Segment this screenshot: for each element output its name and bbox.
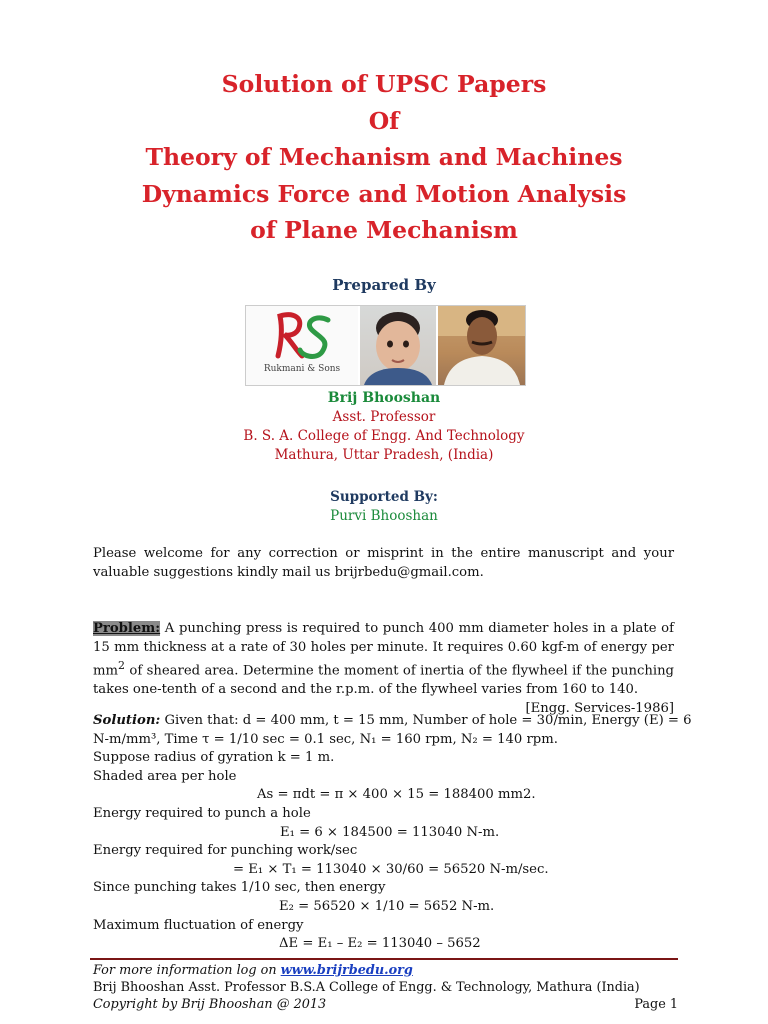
title-line: Dynamics Force and Motion Analysis bbox=[141, 179, 627, 208]
solution-equation: As = πdt = π × 400 × 15 = 188400 mm2. bbox=[257, 787, 536, 803]
author-college: B. S. A. College of Engg. And Technology bbox=[243, 428, 525, 444]
photo-strip bbox=[245, 305, 526, 386]
solution-line: Given that: d = 400 mm, t = 15 mm, Number of hole = 30/min, Energy (E) = 6 bbox=[160, 713, 692, 728]
rs-logo-icon bbox=[268, 310, 338, 362]
problem-label: Problem: bbox=[93, 621, 161, 636]
rukmani-sons-logo bbox=[246, 306, 358, 385]
footer-website-link[interactable]: www.brijrbedu.org bbox=[280, 963, 413, 978]
footer-divider bbox=[90, 958, 678, 960]
author-designation: Asst. Professor bbox=[332, 409, 436, 425]
page-number: Page 1 bbox=[634, 997, 678, 1012]
solution-block bbox=[93, 712, 692, 954]
problem-statement bbox=[93, 620, 674, 718]
man-portrait-icon bbox=[438, 306, 525, 385]
footer-copyright: Copyright by Brij Bhooshan @ 2013 bbox=[93, 997, 327, 1012]
logo-caption: Rukmani & Sons bbox=[263, 364, 341, 374]
title-line: Of bbox=[368, 106, 400, 135]
footer-more-info: For more information log on bbox=[93, 963, 281, 978]
solution-line: N-m/mm³, Time τ = 1/10 sec = 0.1 sec, N₁ = 160 rpm, N₂ = 140 rpm. bbox=[93, 731, 558, 747]
solution-line: Since punching takes 1/10 sec, then energy bbox=[93, 880, 386, 896]
problem-text: A punching press is required to punch 400 mm diameter holes in a plate of 15 mm thickness at a rate of 30 holes per minute. It requires 0.60 kgf-m of energy per mm bbox=[93, 621, 674, 679]
supported-label: Supported By: bbox=[330, 489, 438, 505]
welcome-paragraph: Please welcome for any correction or misprint in the entire manuscript and your valuable suggestions kindly mail us brijrbedu@gmail.com. bbox=[93, 546, 674, 580]
title-line: Theory of Mechanism and Machines bbox=[145, 143, 623, 171]
solution-equation: = E₁ × T₁ = 113040 × 30/60 = 56520 N-m/sec. bbox=[233, 861, 549, 877]
problem-sup: 2 bbox=[118, 659, 126, 673]
author-location: Mathura, Uttar Pradesh, (India) bbox=[274, 447, 494, 463]
problem-source: [Engg. Services-1986] bbox=[525, 700, 674, 716]
title-line: of Plane Mechanism bbox=[250, 216, 518, 244]
prepared-by-heading: Prepared By bbox=[332, 276, 436, 294]
solution-line: Energy required for punching work/sec bbox=[93, 843, 358, 859]
author-block bbox=[0, 389, 768, 465]
supported-block bbox=[0, 488, 768, 526]
footer-address: Brij Bhooshan Asst. Professor B.S.A College of Engg. & Technology, Mathura (India) bbox=[93, 980, 640, 995]
child-portrait-icon bbox=[360, 306, 436, 385]
solution-equation: E₁ = 6 × 184500 = 113040 N-m. bbox=[280, 824, 500, 840]
solution-equation: ΔE = E₁ – E₂ = 113040 – 5652 bbox=[279, 936, 481, 952]
solution-label: Solution: bbox=[93, 713, 161, 728]
author-name: Brij Bhooshan bbox=[327, 390, 441, 406]
solution-equation: E₂ = 56520 × 1/10 = 5652 N-m. bbox=[279, 898, 495, 914]
solution-line: Shaded area per hole bbox=[93, 768, 237, 784]
supporter-name: Purvi Bhooshan bbox=[330, 508, 438, 524]
document-title bbox=[0, 66, 768, 249]
solution-line: Energy required to punch a hole bbox=[93, 805, 311, 821]
problem-text-2: of sheared area. Determine the moment of inertia of the flywheel if the punching takes one-tenth of a second and the r.p.m. of the flywheel varies from 160 to 140. bbox=[93, 663, 674, 698]
author-photo bbox=[438, 306, 525, 385]
page-footer bbox=[93, 962, 678, 1013]
solution-line: Suppose radius of gyration k = 1 m. bbox=[93, 750, 335, 766]
child-photo bbox=[360, 306, 436, 385]
solution-line: Maximum fluctuation of energy bbox=[93, 917, 304, 933]
title-line: Solution of UPSC Papers bbox=[221, 70, 547, 98]
